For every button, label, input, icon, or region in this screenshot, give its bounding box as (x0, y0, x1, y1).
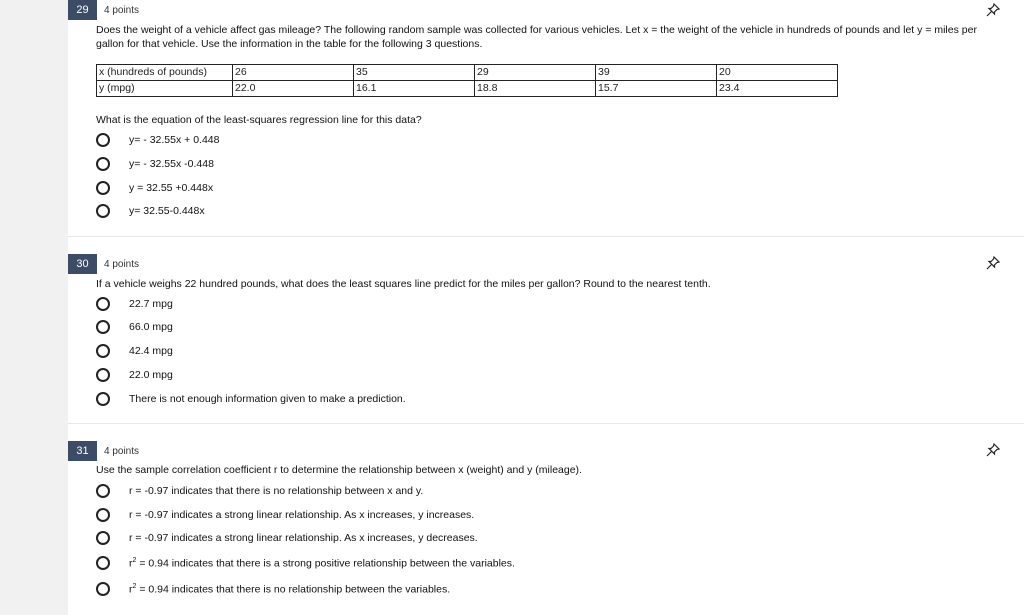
option-label: y = 32.55 +0.448x (129, 182, 214, 194)
answer-option[interactable] (96, 201, 205, 221)
option-rest: = 0.94 indicates that there is a strong positive relationship between the variables. (136, 557, 515, 570)
option-label: r = -0.97 indicates a strong linear relationship. As x increases, y increases. (129, 509, 475, 521)
option-label: r = -0.97 indicates that there is no relationship between x and y. (129, 485, 424, 497)
radio-empty-icon[interactable] (96, 368, 110, 382)
option-rest: = 0.94 indicates that there is no relationship between the variables. (136, 583, 451, 596)
option-label: y= 32.55-0.448x (129, 205, 205, 217)
question-text: If a vehicle weighs 22 hundred pounds, what does the least squares line predict for the miles per gallon? Round to the nearest tenth. (96, 278, 711, 290)
table-cell: 23.4 (717, 81, 838, 97)
radio-empty-icon[interactable] (96, 531, 110, 545)
answer-option[interactable] (96, 294, 173, 314)
quiz-page (68, 0, 1024, 615)
table-cell: 39 (596, 65, 717, 81)
table-row (97, 81, 838, 97)
question-29 (68, 0, 1024, 236)
table-cell: 29 (475, 65, 596, 81)
divider (68, 236, 1024, 237)
radio-empty-icon[interactable] (96, 133, 110, 147)
answer-option[interactable] (96, 341, 173, 361)
question-points: 4 points (104, 446, 140, 457)
radio-empty-icon[interactable] (96, 157, 110, 171)
divider (68, 423, 1024, 424)
table-cell: 16.1 (354, 81, 475, 97)
table-header-cell: x (hundreds of pounds) (97, 65, 233, 81)
option-label: y= - 32.55x + 0.448 (129, 134, 220, 146)
option-superscript: 2 (132, 582, 137, 590)
table-cell: 18.8 (475, 81, 596, 97)
option-label: 42.4 mpg (129, 345, 173, 357)
question-number-badge: 30 (68, 254, 97, 274)
answer-option[interactable] (96, 505, 474, 525)
radio-empty-icon[interactable] (96, 344, 110, 358)
answer-option[interactable] (96, 389, 406, 409)
radio-empty-icon[interactable] (96, 508, 110, 522)
table-row (97, 65, 838, 81)
option-label: 66.0 mpg (129, 321, 173, 333)
option-label: There is not enough information given to make a prediction. (129, 393, 406, 405)
radio-empty-icon[interactable] (96, 181, 110, 195)
table-cell: 26 (233, 65, 354, 81)
radio-empty-icon[interactable] (96, 556, 110, 570)
answer-option[interactable] (96, 481, 423, 501)
option-prefix: r (129, 583, 133, 596)
option-label: 22.0 mpg (129, 369, 173, 381)
radio-empty-icon[interactable] (96, 582, 110, 596)
option-label: y= - 32.55x -0.448 (129, 158, 214, 170)
question-points: 4 points (104, 5, 140, 16)
pin-icon[interactable] (986, 256, 1000, 270)
option-label (129, 557, 515, 570)
option-label: 22.7 mpg (129, 298, 173, 310)
option-label (129, 583, 450, 596)
data-table (96, 64, 838, 97)
radio-empty-icon[interactable] (96, 484, 110, 498)
option-label: r = -0.97 indicates a strong linear relationship. As x increases, y decreases. (129, 532, 478, 544)
option-superscript: 2 (132, 556, 137, 564)
answer-option[interactable] (96, 528, 478, 548)
answer-option[interactable] (96, 130, 219, 150)
question-text: Use the sample correlation coefficient r to determine the relationship between x (weight) and y (mileage). (96, 464, 582, 476)
answer-option[interactable] (96, 553, 515, 573)
answer-option[interactable] (96, 317, 173, 337)
question-points: 4 points (104, 259, 140, 270)
question-number-badge: 31 (68, 441, 97, 461)
answer-option[interactable] (96, 579, 450, 599)
question-text: Does the weight of a vehicle affect gas mileage? The following random sample was collected for various vehicles. Let x = the weight of the vehicle in hundreds of pounds and let y = miles per gallon for that vehicle. Use the information in the table for the following 3 questions. (96, 24, 977, 50)
pin-icon[interactable] (986, 3, 1000, 17)
table-cell: 35 (354, 65, 475, 81)
pin-icon[interactable] (986, 443, 1000, 457)
table-cell: 15.7 (596, 81, 717, 97)
table-header-cell: y (mpg) (97, 81, 233, 97)
radio-empty-icon[interactable] (96, 297, 110, 311)
answer-option[interactable] (96, 178, 213, 198)
question-subtext: What is the equation of the least-squares regression line for this data? (96, 114, 422, 126)
radio-empty-icon[interactable] (96, 204, 110, 218)
table-cell: 20 (717, 65, 838, 81)
question-31 (68, 441, 1024, 615)
answer-option[interactable] (96, 154, 214, 174)
radio-empty-icon[interactable] (96, 320, 110, 334)
answer-option[interactable] (96, 365, 173, 385)
table-cell: 22.0 (233, 81, 354, 97)
option-prefix: r (129, 557, 133, 570)
radio-empty-icon[interactable] (96, 392, 110, 406)
question-number-badge: 29 (68, 0, 97, 20)
question-30 (68, 254, 1024, 422)
